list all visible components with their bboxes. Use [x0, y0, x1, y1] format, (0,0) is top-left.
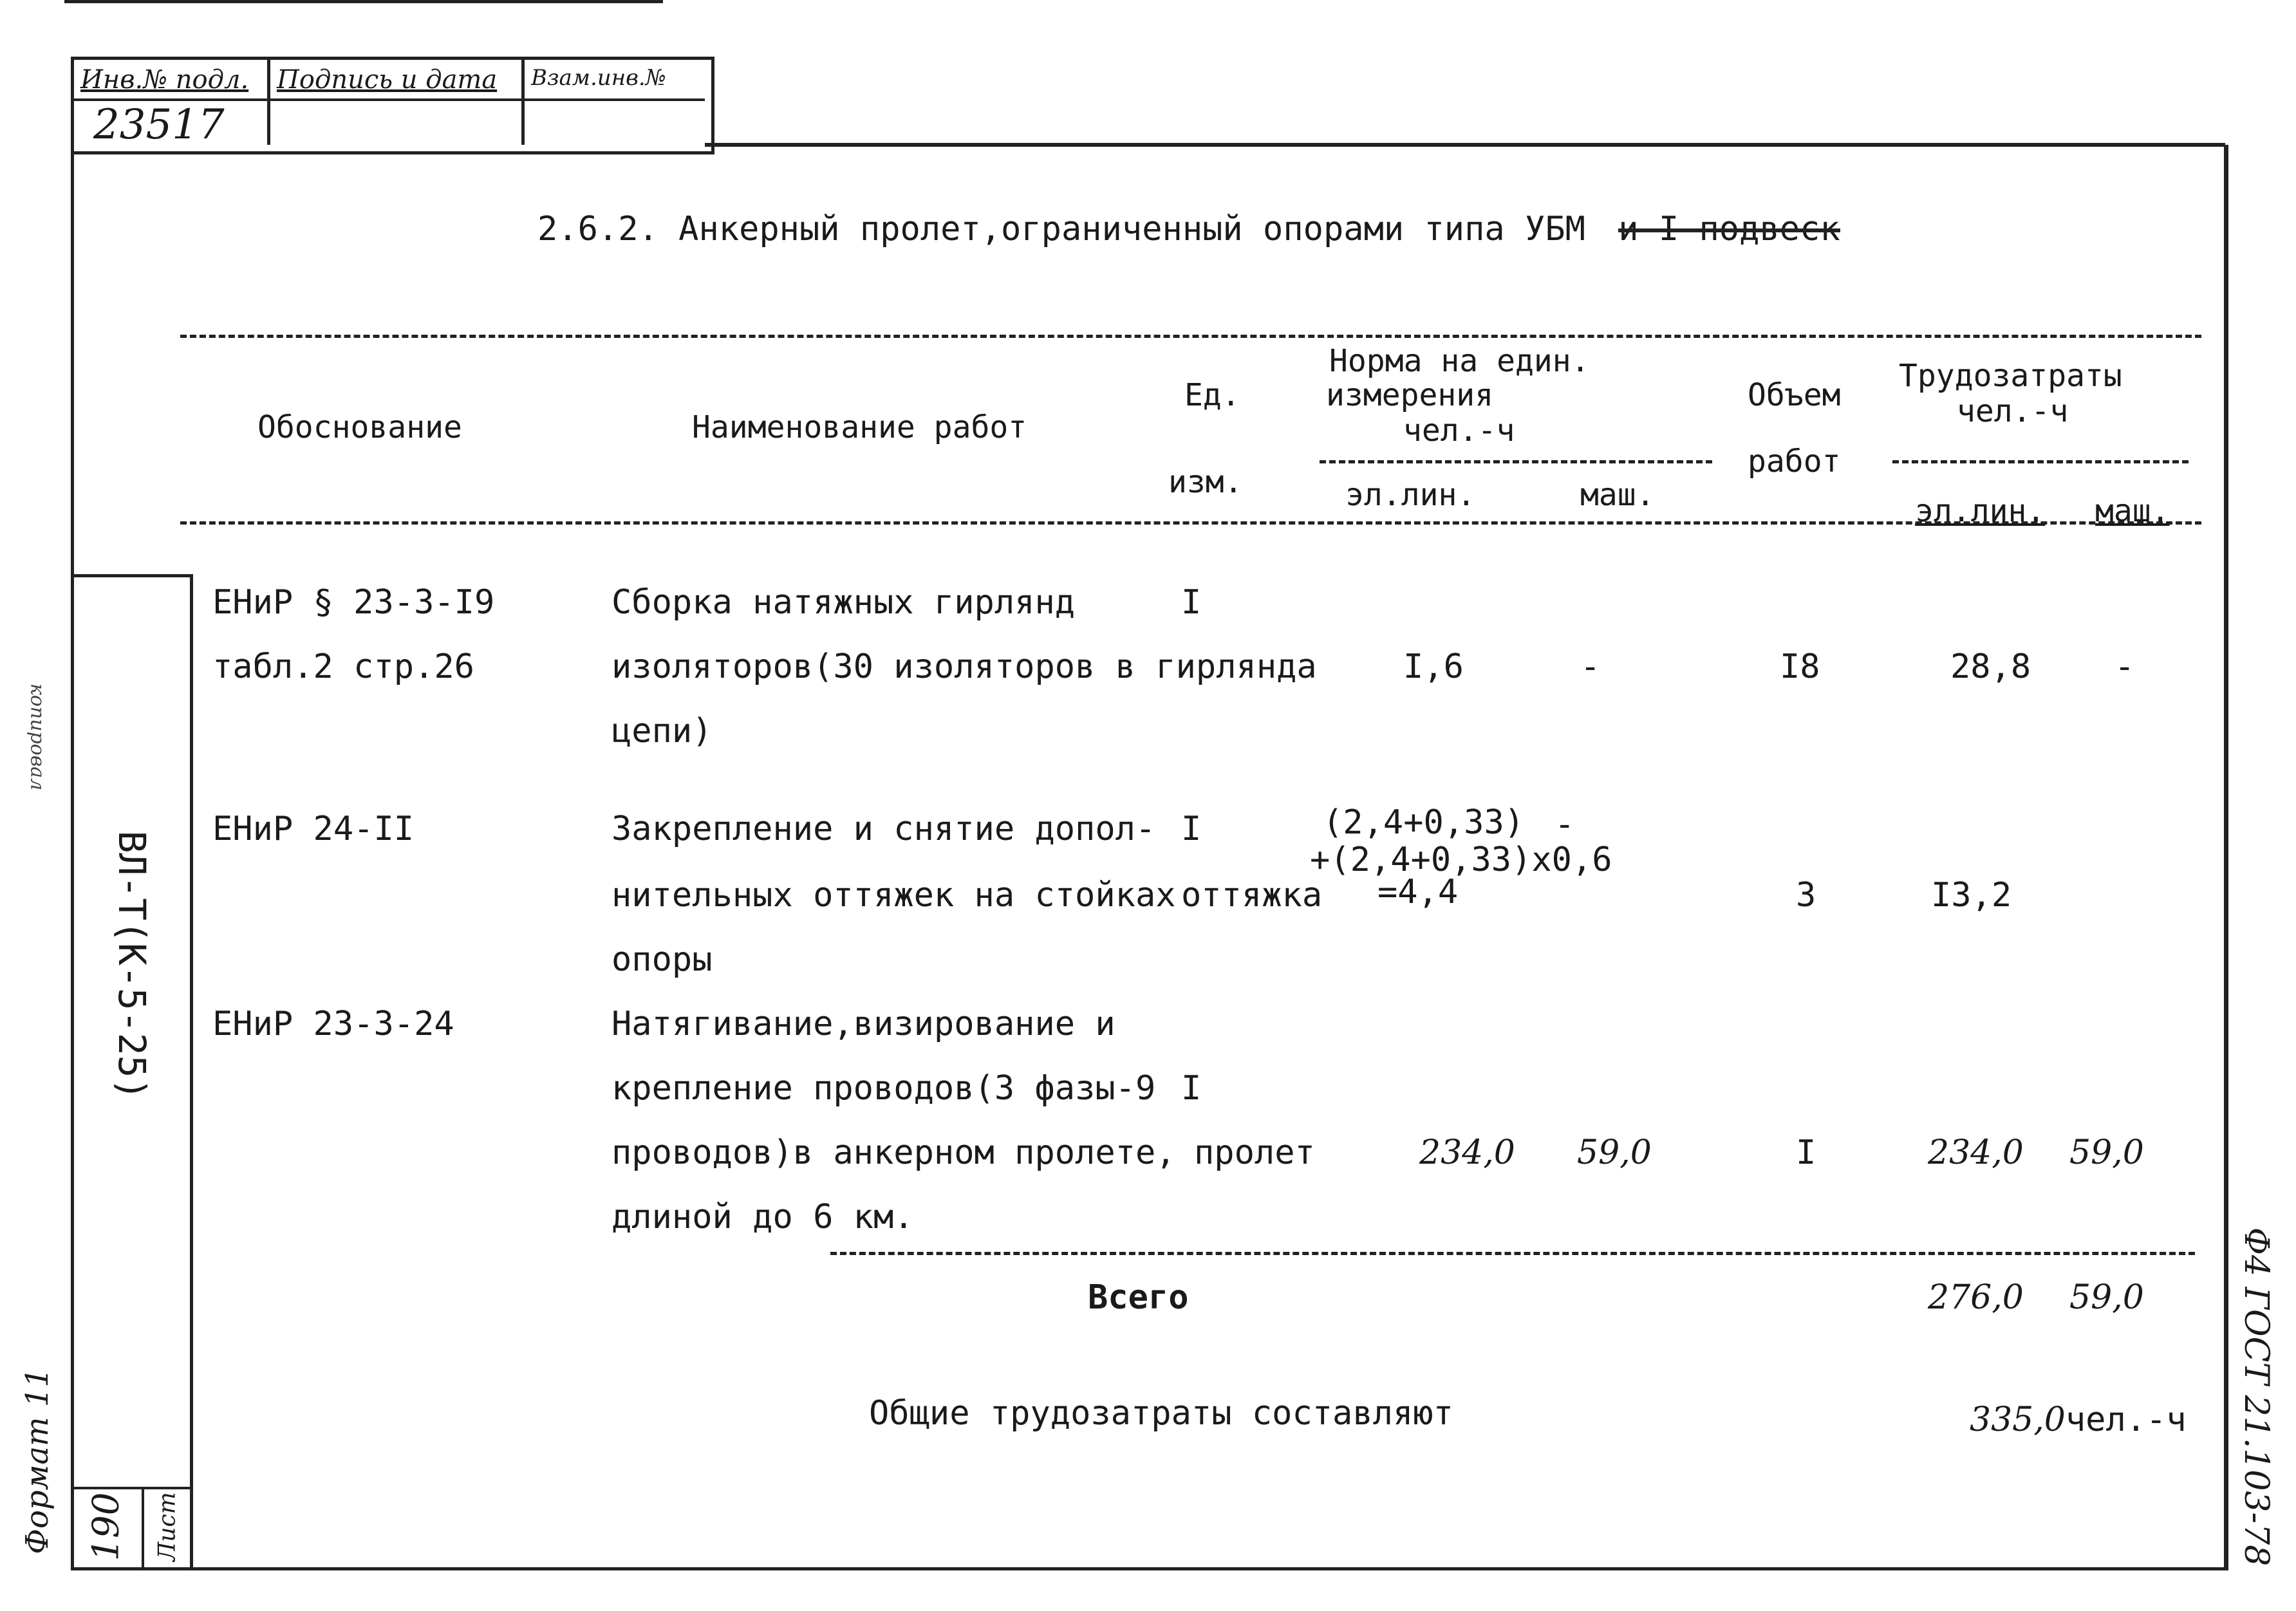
- header-bottom-rule: [180, 521, 2201, 525]
- header-unit-1: Ед.: [1184, 377, 1240, 413]
- row1-name-3: цепи): [611, 712, 713, 750]
- row1-norm-mash: -: [1580, 647, 1601, 686]
- row2-ref-1: ЕНиР 24-II: [212, 810, 415, 848]
- row2-norm-el-2: +(2,4+0,33)x0,6: [1310, 841, 1612, 879]
- header-labor-2: чел.-ч: [1957, 393, 2069, 429]
- row3-unit-2: пролет: [1194, 1133, 1315, 1172]
- header-labor-el: эл.лин.: [1915, 493, 2046, 529]
- header-norm-mash: маш.: [1580, 477, 1655, 513]
- header-work-name: Наименование работ: [692, 409, 1027, 445]
- struck-text: и I подвеск: [1618, 210, 1840, 248]
- row3-unit-1: I: [1181, 1069, 1202, 1108]
- overall-label: Общие трудозатраты составляют: [869, 1394, 1453, 1433]
- row2-norm-el-1: (2,4+0,33): [1323, 803, 1525, 842]
- stamp-col3-label: Взам.инв.№: [531, 65, 666, 91]
- row3-name-2: крепление проводов(3 фазы-9: [611, 1069, 1156, 1108]
- row1-volume: I8: [1780, 647, 1820, 686]
- row1-ref-2: табл.2 стр.26: [212, 647, 474, 686]
- row1-labor-mash: -: [2114, 647, 2135, 686]
- header-sub-rule-norm: [1320, 460, 1712, 463]
- row2-name-1: Закрепление и снятие допол-: [611, 810, 1156, 848]
- row2-norm-el-3: =4,4: [1377, 873, 1459, 911]
- header-volume-2: работ: [1748, 443, 1841, 480]
- header-unit-2: изм.: [1168, 464, 1243, 500]
- row3-name-4: длиной до 6 км.: [611, 1198, 914, 1236]
- row2-unit-1: I: [1181, 810, 1202, 848]
- row3-name-3: проводов)в анкерном пролете,: [611, 1133, 1176, 1172]
- row3-norm-el: 234,0: [1419, 1133, 1515, 1172]
- row3-volume: I: [1796, 1133, 1816, 1172]
- total-labor-el: 276,0: [1928, 1278, 2024, 1317]
- header-norm-2: измерения: [1326, 377, 1494, 413]
- sheet-box-divider: [142, 1487, 144, 1567]
- overall-value: 335,0: [1970, 1401, 2066, 1439]
- row2-norm-mash: -: [1554, 805, 1575, 844]
- row1-norm-el: I,6: [1403, 647, 1464, 686]
- header-sub-rule-labor: [1892, 460, 2189, 463]
- row2-labor-el: I3,2: [1931, 876, 2012, 915]
- inv-number: 23517: [93, 101, 225, 149]
- header-norm-3: чел.-ч: [1403, 413, 1515, 449]
- sheet-box-top: [71, 1487, 190, 1489]
- row1-ref-1: ЕНиР § 23-3-I9: [212, 583, 495, 622]
- total-label: Всего: [1088, 1278, 1189, 1317]
- stamp-col2-label: Подпись и дата: [277, 65, 498, 95]
- overall-unit: чел.-ч: [2065, 1401, 2187, 1439]
- row1-unit: I: [1181, 583, 1202, 622]
- row3-ref-1: ЕНиР 23-3-24: [212, 1005, 454, 1043]
- header-volume-1: Объем: [1748, 377, 1841, 413]
- total-rule: [830, 1252, 2195, 1255]
- row1-labor-el: 28,8: [1950, 647, 2031, 686]
- stamp-col1-label: Инв.№ подл.: [80, 65, 249, 95]
- row2-name-2: нительных оттяжек на стойках: [611, 876, 1176, 915]
- row1-name-1: Сборка натяжных гирлянд: [611, 583, 1076, 622]
- row2-unit-2: оттяжка: [1181, 876, 1323, 915]
- overall-total: [1970, 1403, 2187, 1437]
- row3-labor-el: 234,0: [1928, 1133, 2024, 1172]
- row2-volume: 3: [1796, 876, 1816, 915]
- header-labor-mash: маш.: [2095, 493, 2170, 529]
- page-title: 2.6.2. Анкерный пролет,ограниченный опорами типа УБМ и I подвеск: [537, 210, 1840, 248]
- top-edge-rule: [64, 0, 663, 3]
- row3-name-1: Натягивание,визирование и: [611, 1005, 1115, 1043]
- row2-name-3: опоры: [611, 940, 713, 979]
- header-norm-1: Норма на един.: [1329, 343, 1590, 379]
- header-norm-el: эл.лин.: [1345, 477, 1476, 513]
- header-labor-1: Трудозатраты: [1899, 358, 2122, 394]
- stamp-block: [71, 57, 714, 154]
- total-labor-mash: 59,0: [2069, 1278, 2144, 1317]
- header-designation: Обоснование: [257, 409, 462, 445]
- row3-norm-mash: 59,0: [1577, 1133, 1652, 1172]
- frame-top-rule: [705, 143, 2225, 147]
- header-top-rule: [180, 335, 2201, 338]
- row1-name-2: изоляторов(30 изоляторов в гирлянда: [611, 647, 1317, 686]
- row3-labor-mash: 59,0: [2069, 1133, 2144, 1172]
